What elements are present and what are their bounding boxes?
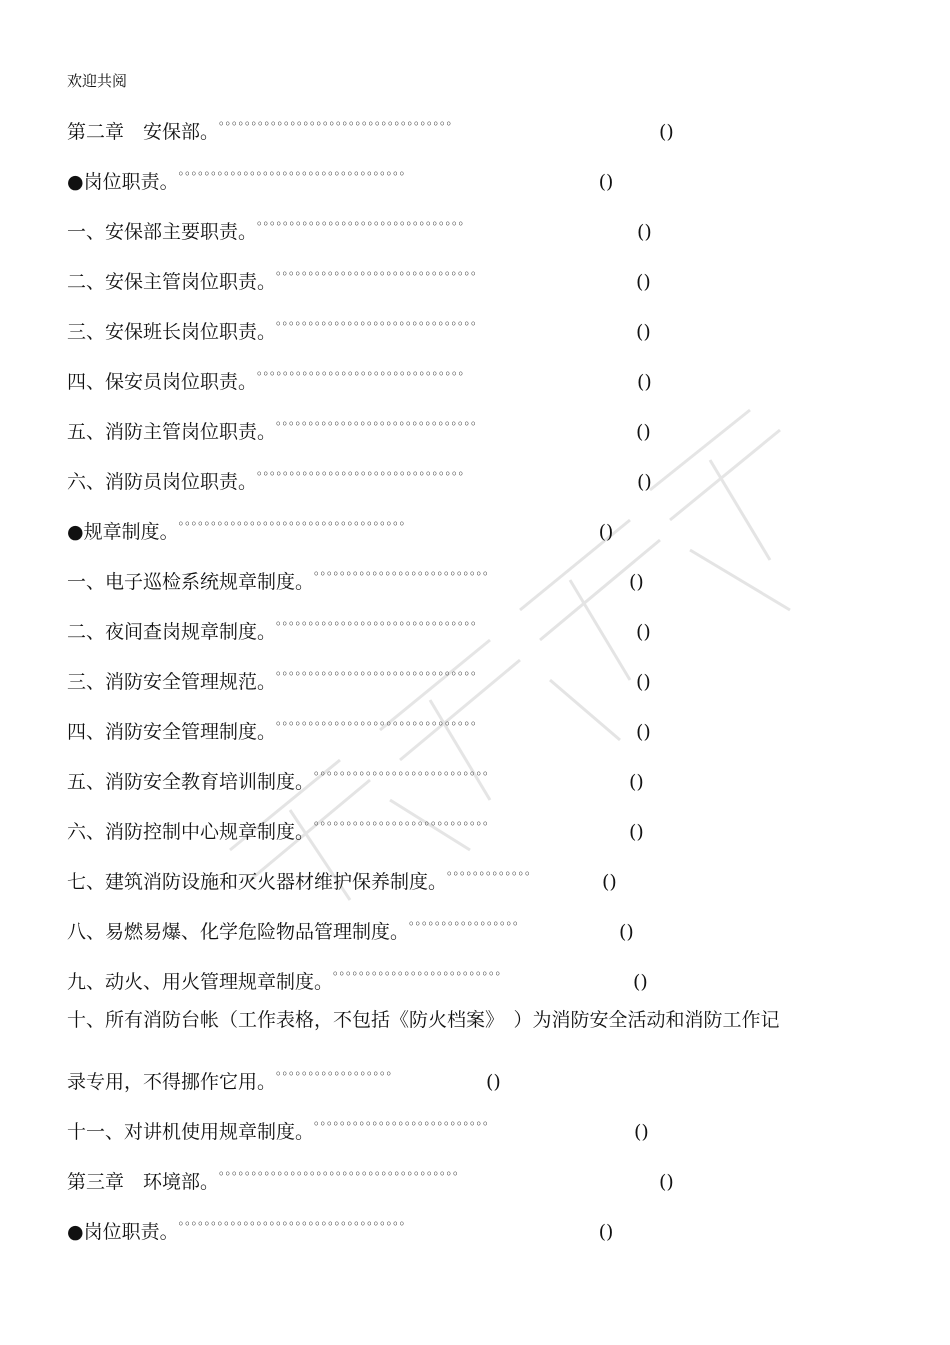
toc-entry-page-number: () (637, 371, 652, 393)
toc-entry[interactable] (67, 304, 867, 354)
toc-entry-page-number: () (636, 321, 651, 343)
toc-entry[interactable] (67, 1204, 867, 1254)
toc-entry-title: ●规章制度。 (67, 521, 179, 543)
toc-entry-leader-dots: 。。。。。。。。。。。。。。。。。。。。。。。。。。。。。。。 (276, 663, 484, 677)
toc-entry-title: 六、消防员岗位职责。 (67, 471, 258, 493)
toc-entry-leader-dots: 。。。。。。。。。。。。。。。。。。。。。。。。。。。。。。。。。。。。 (219, 113, 460, 127)
toc-entry[interactable] (67, 254, 867, 304)
toc-entry-page-number: () (659, 121, 674, 143)
toc-entry-title: 五、消防主管岗位职责。 (67, 421, 277, 443)
toc-entry[interactable] (67, 1004, 867, 1054)
toc-entry-leader-dots: 。。。。。。。。。。。。。。。。。。。。。。。。。。 (333, 963, 509, 977)
toc-entry-title: 九、动火、用火管理规章制度。 (67, 971, 334, 993)
toc-entry-page-number: () (633, 971, 648, 993)
toc-entry-page-number: () (637, 221, 652, 243)
toc-entry-title: 二、安保主管岗位职责。 (67, 271, 277, 293)
toc-entry-title: 八、易燃易爆、化学危险物品管理制度。 (67, 921, 410, 943)
toc-entry-leader-dots: 。。。。。。。。。。。。。。。。。 (409, 913, 526, 927)
toc-entry-title: 一、电子巡检系统规章制度。 (67, 571, 315, 593)
toc-entry-title: 录专用，不得挪作它用。 (67, 1071, 277, 1093)
toc-entry-leader-dots: 。。。。。。。。。。。。。。。。。。。。。。。。。。。。。。。。。。。。。 (219, 1163, 466, 1177)
toc-entry-title: 七、建筑消防设施和灭火器材维护保养制度。 (67, 871, 448, 893)
toc-entry[interactable] (67, 904, 867, 954)
toc-entry-title: 五、消防安全教育培训制度。 (67, 771, 315, 793)
toc-entry[interactable] (67, 354, 867, 404)
toc-entry-page-number: () (636, 721, 651, 743)
toc-entry[interactable] (67, 1104, 867, 1154)
toc-entry-title: 三、消防安全管理规范。 (67, 671, 277, 693)
toc-entry[interactable] (67, 454, 867, 504)
toc-entry-leader-dots: 。。。。。。。。。。。。。。。。。。。。。。。。。。。。。。。。。。。 (178, 1213, 413, 1227)
toc-entry-title: ●岗位职责。 (67, 171, 179, 193)
toc-entry[interactable] (67, 854, 867, 904)
toc-entry[interactable] (67, 504, 867, 554)
toc-entry-title: 第二章 安保部。 (67, 121, 220, 143)
toc-entry-leader-dots: 。。。。。。。。。。。。。。。。。。。。。。。。。。。。。。。。。。。 (178, 513, 413, 527)
toc-entry-page-number: () (619, 921, 634, 943)
toc-entry-leader-dots: 。。。。。。。。。。。。。。。。。。。。。。。。。。。。。。。 (276, 613, 484, 627)
toc-entry-title: 十、所有消防台帐（工作表格，不包括《防火档案》 ）为消防安全活动和消防工作记 (67, 1009, 780, 1031)
toc-entry-leader-dots: 。。。。。。。。。。。。。。。。。。。。。。。。。。。 (314, 1113, 496, 1127)
toc-entry-page-number: () (598, 1221, 614, 1243)
toc-entry[interactable] (67, 104, 867, 154)
toc-entry-title: 二、夜间查岗规章制度。 (67, 621, 277, 643)
toc-entry-page-number: () (636, 271, 651, 293)
toc-entry-title: ●岗位职责。 (67, 1221, 179, 1243)
toc-entry[interactable] (67, 404, 867, 454)
toc-entry-page-number: () (636, 671, 651, 693)
toc-entry-page-number: () (659, 1171, 674, 1193)
toc-entry-title: 六、消防控制中心规章制度。 (67, 821, 315, 843)
toc-entry-leader-dots: 。。。。。。。。。。。。。。。。。。。。。。。。。。。 (314, 763, 496, 777)
toc-entry-leader-dots: 。。。。。。。。。。。。。。。。。。。。。。。。。。。。。。。。 (257, 213, 472, 227)
toc-entry-page-number: () (636, 421, 651, 443)
toc-entry-leader-dots: 。。。。。。。。。。。。。。。。。。。。。。。。。。。 (314, 563, 496, 577)
toc-entry-leader-dots: 。。。。。。。。。。。。。。。。。。。。。。。。。。。。。。。。 (257, 363, 472, 377)
toc-entry[interactable] (67, 954, 867, 1004)
toc-entry-page-number: () (629, 571, 644, 593)
toc-entry[interactable] (67, 204, 867, 254)
toc-entry-page-number: () (598, 171, 614, 193)
toc-entry-leader-dots: 。。。。。。。。。。。。。。。。。。。。。。。。。。。。。。。 (276, 413, 484, 427)
toc-entry-leader-dots: 。。。。。。。。。。。。。。。。。。。。。。。。。。。。。。。 (276, 313, 484, 327)
toc-entry[interactable] (67, 154, 867, 204)
toc-entry-page-number: () (486, 1071, 501, 1093)
toc-entry[interactable] (67, 1154, 867, 1204)
toc-entry-page-number: () (629, 821, 644, 843)
toc-entry-title: 第三章 环境部。 (67, 1171, 220, 1193)
table-of-contents (67, 104, 867, 1254)
toc-entry-page-number: () (637, 471, 652, 493)
toc-entry-leader-dots: 。。。。。。。。。。。。。。。。。。。。。。。。。。。。。。。 (276, 713, 484, 727)
toc-entry-title: 十一、对讲机使用规章制度。 (67, 1121, 315, 1143)
toc-entry-page-number: () (598, 521, 614, 543)
toc-entry-page-number: () (629, 771, 644, 793)
toc-entry-title: 一、安保部主要职责。 (67, 221, 258, 243)
toc-entry[interactable] (67, 604, 867, 654)
toc-entry-title: 四、消防安全管理制度。 (67, 721, 277, 743)
toc-entry-leader-dots: 。。。。。。。。。。。。。 (447, 863, 538, 877)
toc-entry-page-number: () (634, 1121, 649, 1143)
toc-entry[interactable] (67, 1054, 867, 1104)
page-header: 欢迎共阅 (67, 72, 128, 90)
toc-entry[interactable] (67, 554, 867, 604)
toc-entry-title: 四、保安员岗位职责。 (67, 371, 258, 393)
toc-entry[interactable] (67, 704, 867, 754)
toc-entry-title: 三、安保班长岗位职责。 (67, 321, 277, 343)
toc-entry[interactable] (67, 754, 867, 804)
toc-entry-leader-dots: 。。。。。。。。。。。。。。。。。。。。。。。。。。。。。。。 (276, 263, 484, 277)
toc-entry-page-number: () (636, 621, 651, 643)
toc-entry[interactable] (67, 654, 867, 704)
toc-entry-leader-dots: 。。。。。。。。。。。。。。。。。。。。。。。。。。。 (314, 813, 496, 827)
toc-entry[interactable] (67, 804, 867, 854)
toc-entry-page-number: () (602, 871, 617, 893)
toc-entry-leader-dots: 。。。。。。。。。。。。。。。。。。。。。。。。。。。。。。。。 (257, 463, 472, 477)
toc-entry-leader-dots: 。。。。。。。。。。。。。。。。。。 (276, 1063, 400, 1077)
toc-entry-leader-dots: 。。。。。。。。。。。。。。。。。。。。。。。。。。。。。。。。。。。 (178, 163, 413, 177)
